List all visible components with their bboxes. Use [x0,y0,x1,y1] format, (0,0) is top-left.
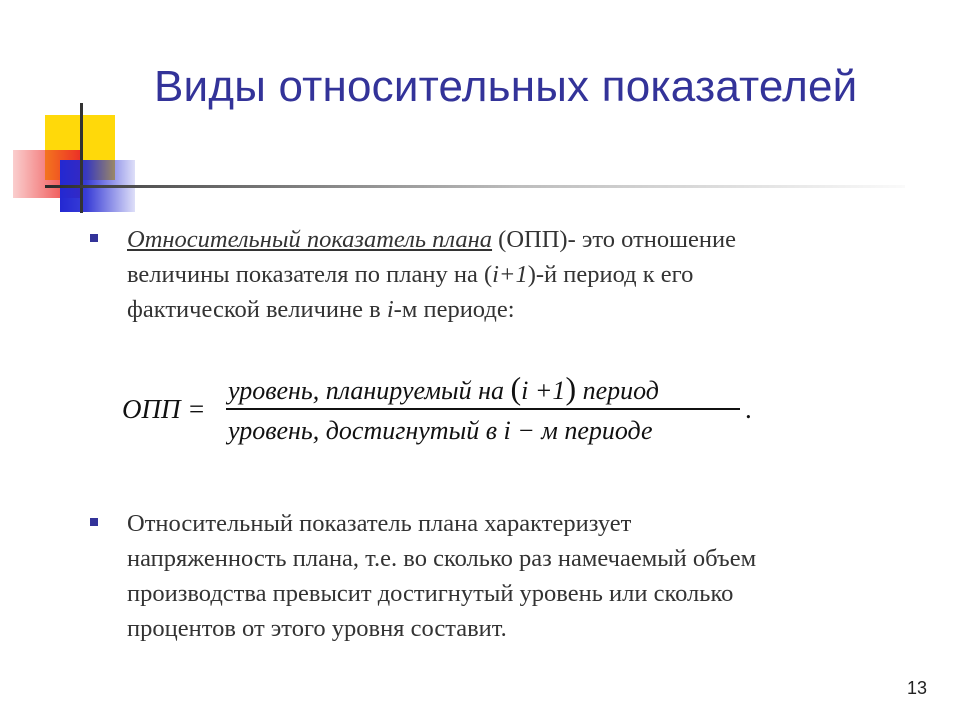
formula-lhs: ОПП = [122,394,206,424]
numerator-period: период [576,376,659,405]
page-number: 13 [907,678,928,698]
fraction-bar [226,408,740,410]
index-i: i [386,296,394,323]
characterization-line1: Относительный показатель плана характеризует [127,510,632,537]
defined-term: Относительный показатель плана [127,226,493,253]
formula-numerator [228,370,659,407]
definition-line2-end: )-й период к его [527,261,694,288]
square-bullet-icon [90,234,98,242]
characterization-text [127,506,907,646]
definition-line3-start: фактической величине в [127,296,387,323]
formula-period-mark: . [745,394,752,424]
slide-title: Виды относительных показателей [154,62,858,111]
definition-line1-rest: - это отношение [567,226,736,253]
index-i-plus-1: i+1 [492,261,528,288]
formula-denominator: уровень, достигнутый в i − м периоде [228,416,653,445]
characterization-line2: напряженность плана, т.е. во сколько раз намечаемый объем [127,545,757,572]
definition-line3-end: -м периоде: [393,296,515,323]
opp-formula [122,372,762,452]
definition-line2-start: величины показателя по плану на ( [127,261,493,288]
numerator-paren-open: ( [510,370,522,406]
title-underline [45,185,905,188]
numerator-index: i +1 [521,376,566,405]
decor-vertical-line [80,103,83,213]
characterization-line4: процентов от этого уровня составит. [127,615,507,642]
numerator-paren-close: ) [565,370,577,406]
square-bullet-icon [90,518,98,526]
characterization-line3: производства превысит достигнутый уровень или сколько [127,580,734,607]
numerator-text: уровень, планируемый на [228,376,511,405]
abbreviation: (ОПП) [492,226,568,253]
definition-text [127,222,887,327]
